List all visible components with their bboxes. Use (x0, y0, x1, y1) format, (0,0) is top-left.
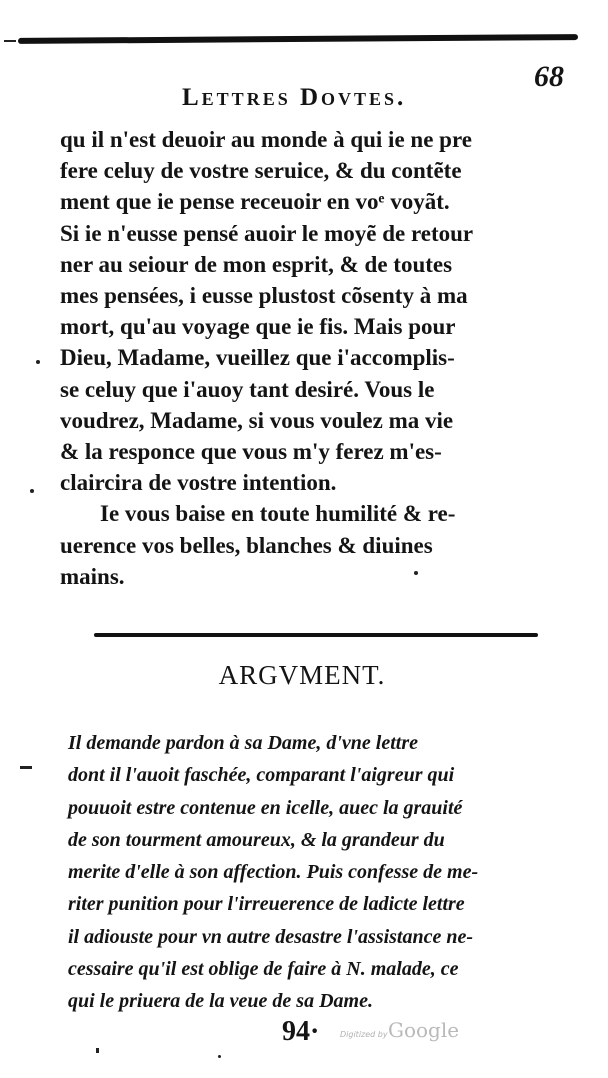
argument-line: qui le priuera de la veue de sa Dame. (68, 990, 373, 1013)
letter-line: ment que ie pense receuoir en voᵉ voyãt. (60, 189, 450, 215)
letter-line: fere celuy de vostre seruice, & du contẽte (60, 158, 462, 184)
argument-title: ARGVMENT. (218, 660, 386, 690)
argument-body (68, 727, 548, 1018)
argument-line: dont il l'auoit faschée, comparant l'aigreur qui (68, 764, 455, 787)
argument-line: de son tourment amoureux, & la grandeur du (68, 828, 445, 851)
scan-mark (30, 489, 34, 493)
handwritten-folio: 68 (534, 60, 564, 93)
letter-body (60, 124, 550, 592)
top-rule-mark (4, 40, 16, 42)
argument-line: il adiouste pour vn autre desastre l'assistance ne- (68, 925, 474, 948)
letter-line: Dieu, Madame, vueillez que i'accomplis- (60, 345, 455, 371)
scan-mark (36, 360, 40, 364)
closing-line: Ie vous baise en toute humilité & re- (100, 501, 456, 527)
scan-mark (218, 1055, 221, 1058)
letter-line: ner au seiour de mon esprit, & de toutes (60, 251, 453, 277)
page-number: 94· (282, 1016, 320, 1047)
google-watermark: Google (388, 1018, 460, 1042)
closing-line: mains. (60, 563, 125, 589)
letter-line: mes pensées, i eusse plustost cõsenty à ma (60, 283, 468, 309)
argument-line: pouuoit estre contenue en icelle, auec la grauité (68, 796, 463, 819)
argument-line: Il demande pardon à sa Dame, d'vne lettre (68, 732, 418, 754)
top-rule (18, 34, 578, 44)
letter-line: claircira de vostre intention. (60, 470, 337, 496)
argument-line: merite d'elle à son affection. Puis confesse de me- (68, 861, 479, 884)
running-title: Lettres Dovtes. (182, 84, 407, 111)
letter-line: & la responce que vous m'y ferez m'es- (60, 439, 442, 465)
letter-line: se celuy que i'auoy tant desiré. Vous le (60, 376, 435, 402)
digitized-label: Digitized by (340, 1030, 388, 1039)
letter-line: qu il n'est deuoir au monde à qui ie ne pre (60, 127, 472, 152)
scan-mark (414, 571, 418, 575)
scan-mark (20, 766, 32, 769)
letter-line: voudrez, Madame, si vous voulez ma vie (60, 407, 454, 433)
argument-line: riter punition pour l'irreuerence de ladicte lettre (68, 893, 465, 916)
argument-line: cessaire qu'il est oblige de faire à N. malade, ce (68, 958, 459, 981)
closing-line: uerence vos belles, blanches & diuines (60, 532, 433, 558)
scan-mark (96, 1048, 99, 1053)
section-rule (94, 633, 538, 637)
letter-line: Si ie n'eusse pensé auoir le moyẽ de retour (60, 220, 474, 246)
letter-line: mort, qu'au voyage que ie fis. Mais pour (60, 314, 456, 340)
page-footer (0, 1014, 608, 1054)
